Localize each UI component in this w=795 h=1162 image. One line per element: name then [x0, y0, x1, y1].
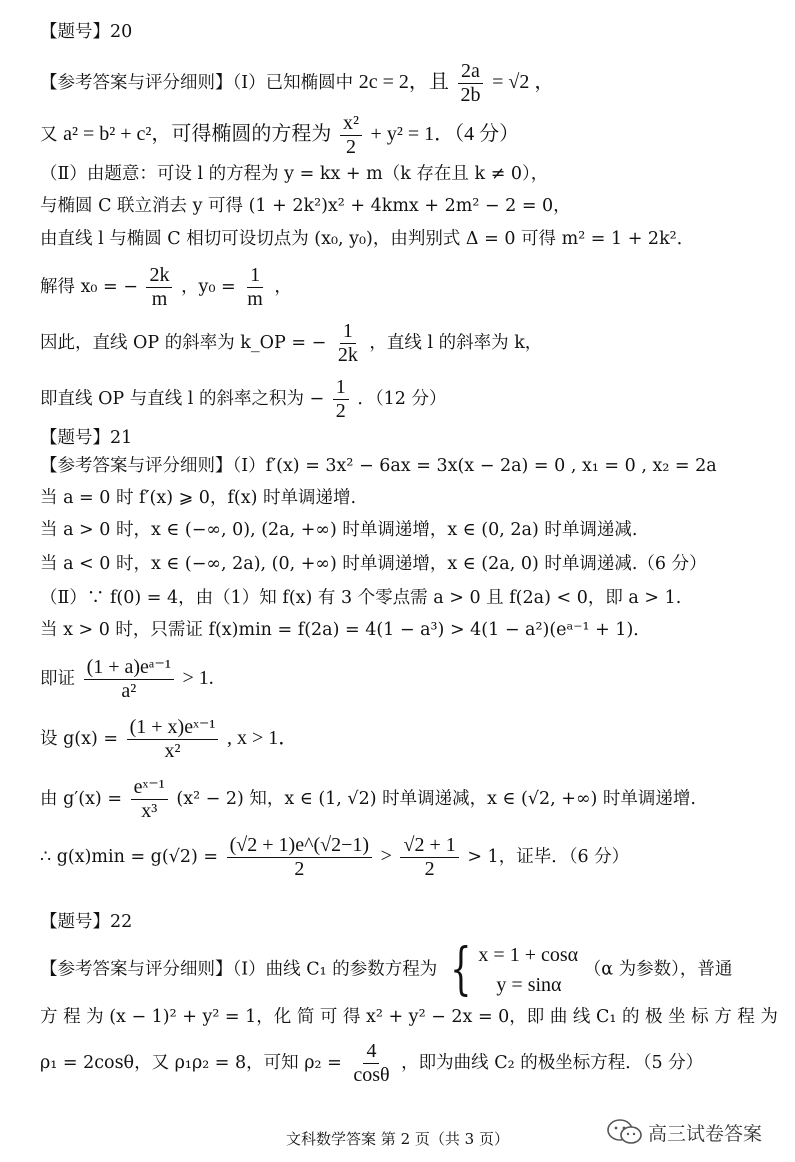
- answer-line: [40, 834, 779, 881]
- text: ，: [274, 277, 292, 297]
- text: 由 g′(x) =: [40, 789, 122, 809]
- text: 【参考答案与评分细则】（Ⅰ）曲线 C₁ 的参数方程为: [40, 959, 438, 980]
- wechat-icon: [606, 1118, 644, 1146]
- equation: a² = b² + c²，可得椭圆的方程为: [63, 123, 332, 145]
- numerator: eˣ⁻¹: [131, 776, 168, 800]
- question-number-21: 【题号】21: [40, 428, 133, 448]
- numerator: 1: [333, 376, 349, 400]
- watermark-text: 高三试卷答案: [648, 1122, 763, 1145]
- fraction: [333, 376, 349, 423]
- answer-line: [40, 937, 779, 1002]
- fraction: [457, 60, 483, 107]
- text: (x² − 2) 知，x ∈ (1, √2) 时单调递减，x ∈ (√2, +∞) 时单调递增.: [176, 789, 696, 809]
- answer-line: [40, 656, 779, 703]
- system-row: x = 1 + cosα: [478, 944, 579, 966]
- numerator: 2a: [458, 60, 483, 84]
- fraction: [84, 656, 174, 703]
- numerator: 1: [247, 264, 263, 288]
- answer-line: [40, 1040, 779, 1087]
- numerator: (1 + a)eᵃ⁻¹: [84, 656, 174, 680]
- fraction: [244, 264, 266, 311]
- text: ，直线 l 的斜率为 k，: [369, 333, 543, 353]
- numerator: √2 + 1: [400, 834, 458, 858]
- answer-line: [40, 264, 779, 311]
- watermark: [606, 1118, 762, 1146]
- answer-line: （Ⅱ）由题意：可设 l 的方程为 y = kx + m（k 存在且 k ≠ 0），: [40, 164, 549, 184]
- text: ，即为曲线 C₂ 的极坐标方程．（5 分）: [401, 1053, 704, 1073]
- denominator: m: [247, 288, 263, 310]
- denominator: cosθ: [353, 1064, 390, 1086]
- fraction: [340, 112, 362, 159]
- numerator: (1 + x)eˣ⁻¹: [127, 716, 219, 740]
- fraction: [400, 834, 458, 881]
- text: 设 g(x) =: [40, 729, 119, 749]
- answer-line: 由直线 l 与椭圆 C 相切可设切点为 (x₀, y₀)，由判别式 Δ = 0 可得 m² = 1 + 2k²．: [40, 229, 695, 249]
- answer-line: [40, 320, 779, 367]
- text: ．（12 分）: [357, 389, 447, 409]
- fraction: [127, 716, 219, 763]
- answer-line: 当 x > 0 时，只需证 f(x)min = f(2a) = 4(1 − a³) > 4(1 − a²)(eᵃ⁻¹ + 1)．: [40, 620, 651, 640]
- fraction: [350, 1040, 392, 1087]
- text: ∴ g(x)min = g(√2) =: [40, 847, 219, 867]
- answer-line: 方 程 为 (x − 1)² + y² = 1，化 简 可 得 x² + y² − 2x = 0，即 曲 线 C₁ 的 极 坐 标 方 程 为: [40, 1007, 778, 1027]
- denominator: x³: [141, 800, 158, 822]
- denominator: x²: [164, 740, 181, 762]
- equation: >: [380, 845, 392, 867]
- equation: 2c = 2，且: [358, 71, 449, 93]
- question-number-22: 【题号】22: [40, 912, 133, 932]
- fraction: [146, 264, 172, 311]
- numerator: (√2 + 1)e^(√2−1): [227, 834, 372, 858]
- denominator: m: [151, 288, 168, 310]
- system-row: y = sinα: [496, 974, 562, 996]
- answer-line: [40, 376, 779, 423]
- text: 解得 x₀ = −: [40, 277, 138, 297]
- denominator: 2: [424, 858, 435, 880]
- numerator: 2k: [146, 264, 172, 288]
- equation: , x > 1．: [226, 727, 299, 749]
- denominator: 2: [345, 136, 356, 158]
- answer-line: [40, 716, 779, 763]
- page-footer: 文科数学答案 第 2 页（共 3 页）: [286, 1130, 509, 1148]
- answer-line: （Ⅱ）∵ f(0) = 4，由（1）知 f(x) 有 3 个零点需 a > 0 且 f(2a) < 0，即 a > 1.: [40, 588, 682, 608]
- text: 又: [40, 125, 58, 145]
- denominator: 2b: [460, 84, 481, 106]
- fraction: [335, 320, 361, 367]
- text: ρ₁ = 2cosθ，又 ρ₁ρ₂ = 8，可知 ρ₂ =: [40, 1053, 342, 1073]
- denominator: 2: [294, 858, 305, 880]
- text: 即证: [40, 669, 75, 689]
- equation: = √2 ，: [492, 71, 555, 93]
- text: 因此，直线 OP 的斜率为 k_OP = −: [40, 333, 327, 353]
- answer-line: [40, 60, 779, 107]
- question-number-20: 【题号】20: [40, 22, 133, 42]
- text: ，y₀ =: [181, 277, 236, 297]
- numerator: 4: [363, 1040, 379, 1064]
- system-rows: [478, 940, 578, 1000]
- answer-line: [40, 776, 779, 823]
- fraction: [227, 834, 372, 881]
- text: 即直线 OP 与直线 l 的斜率之积为 −: [40, 389, 325, 409]
- equation: > 1.: [182, 667, 214, 689]
- answer-line: [40, 112, 779, 159]
- equation: + y² = 1．（4 分）: [370, 123, 520, 145]
- brace-glyph: {: [449, 937, 472, 1002]
- answer-line: 当 a > 0 时，x ∈ (−∞, 0), (2a, +∞) 时单调递增，x ∈ (0, 2a) 时单调递减.: [40, 520, 638, 540]
- denominator: 2: [335, 400, 346, 422]
- numerator: 1: [340, 320, 356, 344]
- text: （α 为参数），普通: [583, 959, 733, 980]
- numerator: x²: [340, 112, 362, 136]
- answer-line: 【参考答案与评分细则】（Ⅰ）f′(x) = 3x² − 6ax = 3x(x − 2a) = 0 , x₁ = 0 , x₂ = 2a: [40, 456, 717, 476]
- equation-system: [443, 937, 579, 1002]
- text: 【参考答案与评分细则】（Ⅰ）已知椭圆中: [40, 73, 354, 93]
- answer-line: 当 a = 0 时 f′(x) ⩾ 0，f(x) 时单调递增.: [40, 488, 357, 508]
- answer-line: 当 a < 0 时，x ∈ (−∞, 2a), (0, +∞) 时单调递增，x ∈ (2a, 0) 时单调递减.（6 分）: [40, 554, 707, 574]
- denominator: 2k: [337, 344, 358, 366]
- denominator: a²: [121, 680, 137, 702]
- text: > 1，证毕．（6 分）: [467, 847, 630, 867]
- fraction: [131, 776, 168, 823]
- answer-line: 与椭圆 C 联立消去 y 可得 (1 + 2k²)x² + 4kmx + 2m² − 2 = 0，: [40, 196, 571, 216]
